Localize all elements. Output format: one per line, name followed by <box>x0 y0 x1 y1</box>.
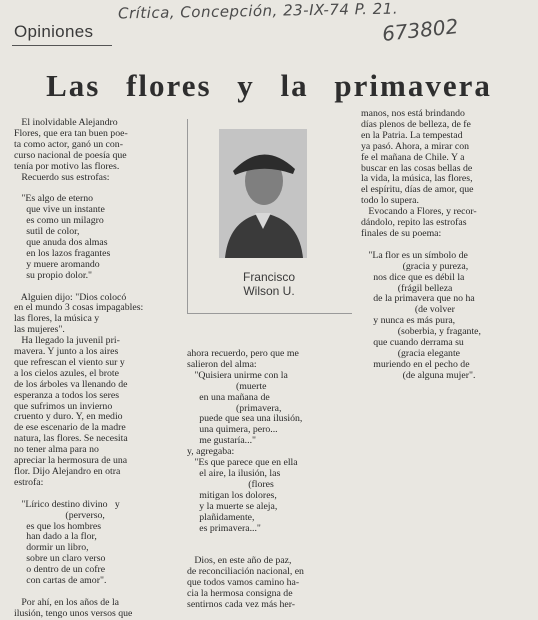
text-line: sobre un claro verso <box>14 553 106 565</box>
text-line: de reconciliación nacional, en <box>187 566 304 578</box>
text-line: la vida, la música, las flores, <box>361 173 473 185</box>
article-column-right <box>361 109 531 382</box>
text-line: es que los hombres <box>14 520 102 532</box>
text-line: "Lírico destino divino y <box>14 498 120 510</box>
text-line: muriendo en el pecho de <box>361 358 470 370</box>
author-portrait <box>219 129 307 258</box>
text-line: en el mundo 3 cosas impagables: <box>14 302 144 314</box>
text-line: (gracia elegante <box>361 347 461 359</box>
text-line: que vive un instante <box>14 204 105 216</box>
article-column-middle <box>187 349 353 611</box>
text-line: y nunca es más pura, <box>361 315 456 327</box>
text-line: (frágil belleza <box>361 282 453 294</box>
text-line: "La flor es un símbolo de <box>361 249 468 261</box>
text-line: y muere aromando <box>14 258 100 270</box>
article-column-left <box>14 118 182 620</box>
text-line: estrofa: <box>14 476 44 488</box>
text-line: en los lazos fragantes <box>14 247 111 259</box>
text-line: curso nacional de poesía que <box>14 149 127 161</box>
section-label: Opiniones <box>14 22 94 41</box>
text-line: plañidamente, <box>187 511 255 523</box>
text-line: dándolo, repito las estrofas <box>361 217 467 229</box>
text-line: (muerte <box>187 380 267 392</box>
text-line: que refrescan el viento sur y <box>14 356 125 368</box>
text-line: el espíritu, días de amor, que <box>361 184 474 196</box>
caption-line: Francisco <box>242 270 295 284</box>
text-line: apreciar la hermosura de una <box>14 455 128 467</box>
text-line: sutil de color, <box>14 226 80 238</box>
text-line: las mujeres". <box>14 324 65 336</box>
text-line: el aire, la ilusión, las <box>187 467 281 479</box>
text-line: Alguien dijo: "Dios colocó <box>14 291 127 303</box>
text-line: puede que sea una ilusión, <box>187 413 303 425</box>
text-line: que cuando derrama su <box>361 337 464 349</box>
text-line: natura, las flores. Se necesita <box>14 433 128 445</box>
text-line: "Es que parece que en ella <box>187 457 298 469</box>
text-line: (gracia y pureza, <box>361 260 469 272</box>
text-line: esperanza a todos los seres <box>14 389 120 401</box>
text-line <box>187 534 353 545</box>
text-line: han dado a la flor, <box>14 531 97 543</box>
text-line: (de volver <box>361 304 455 316</box>
text-line: de los árboles va llenando de <box>14 378 128 390</box>
text-line: ilusión, tengo unos versos que <box>14 607 133 619</box>
handwritten-source-note: Crítica, Concepción, 23-IX-74 P. 21. <box>117 0 399 23</box>
section-underline <box>12 45 112 46</box>
text-line: una quimera, pero... <box>187 424 278 436</box>
text-line: las flores, la música y <box>14 313 100 325</box>
text-line: nos dice que es débil la <box>361 271 465 283</box>
text-line: flor. Dijo Alejandro en otra <box>14 466 121 477</box>
text-line: finales de su poema: <box>361 227 442 239</box>
text-line: mitigan los dolores, <box>187 489 277 501</box>
text-line: dormir un libro, <box>14 542 89 554</box>
text-line: cia la hermosa consigna de <box>187 587 293 599</box>
text-line: es primavera..." <box>187 522 261 534</box>
text-line: "Quisiera unirme con la <box>187 369 288 381</box>
text-line: cruento y duro. Y, en medio <box>14 411 123 423</box>
text-line: todo lo supera. <box>361 195 419 207</box>
text-line: y, agregaba: <box>187 446 235 458</box>
text-line: "Es algo de eterno <box>14 193 94 205</box>
article-headline: Las flores y la primavera <box>46 68 492 103</box>
text-line: (flores <box>187 478 274 490</box>
text-line: con cartas de amor". <box>14 575 107 587</box>
text-line: salieron del alma: <box>187 358 257 370</box>
text-line: días plenos de belleza, de fe <box>361 118 471 130</box>
text-line: buscar en las cosas bellas de <box>361 162 473 174</box>
text-line: fe el mañana de Chile. Y a <box>361 151 465 163</box>
text-line: (soberbia, y fragante, <box>361 326 481 338</box>
photo-caption <box>189 270 349 298</box>
text-line: en una mañana de <box>187 391 270 403</box>
text-line: Dios, en este año de paz, <box>187 555 292 567</box>
text-line: El inolvidable Alejandro <box>14 117 118 128</box>
text-line: ya pasó. Ahora, a mirar con <box>361 140 469 152</box>
text-line: que anuda dos almas <box>14 236 108 248</box>
text-line: Ha llegado la juvenil pri- <box>14 335 120 347</box>
text-line: en la Patria. La tempestad <box>361 129 463 141</box>
text-line: manos, nos está brindando <box>361 108 465 119</box>
text-line: de la primavera que no ha <box>361 293 475 305</box>
text-line: Por ahí, en los años de la <box>14 596 120 608</box>
text-line: Flores, que era tan buen poe- <box>14 127 128 139</box>
text-line: y la muerte se aleja, <box>187 500 278 512</box>
text-line: o dentro de un cofre <box>14 564 106 576</box>
text-line: (perverso, <box>14 509 105 521</box>
text-line: Recuerdo sus estrofas: <box>14 171 110 183</box>
text-line: (primavera, <box>187 402 282 414</box>
text-line: su propio dolor." <box>14 269 93 281</box>
text-line: ta como actor, ganó un con- <box>14 138 123 150</box>
portrait-image <box>219 129 307 258</box>
text-line: que sufrimos un invierno <box>14 400 113 412</box>
text-line: mavera. Y junto a los aires <box>14 346 119 358</box>
text-line: sentirnos cada vez más her- <box>187 598 296 610</box>
text-line: tenía por motivo las flores. <box>14 160 120 172</box>
text-line: que todos vamos camino ha- <box>187 577 300 589</box>
text-line: de ese escenario de la madre <box>14 422 126 434</box>
text-line: (de alguna mujer". <box>361 369 476 381</box>
text-line: me gustaría..." <box>187 435 257 447</box>
text-line: no tener alma para no <box>14 444 99 456</box>
text-line <box>14 282 182 293</box>
caption-line: Wilson U. <box>243 284 295 298</box>
text-line: Evocando a Flores, y recor- <box>361 206 477 218</box>
text-line: a los cielos azules, el brote <box>14 367 120 379</box>
text-line: ahora recuerdo, pero que me <box>187 348 299 359</box>
handwritten-catalog-number: 673802 <box>380 14 460 46</box>
text-line: es como un milagro <box>14 215 104 227</box>
